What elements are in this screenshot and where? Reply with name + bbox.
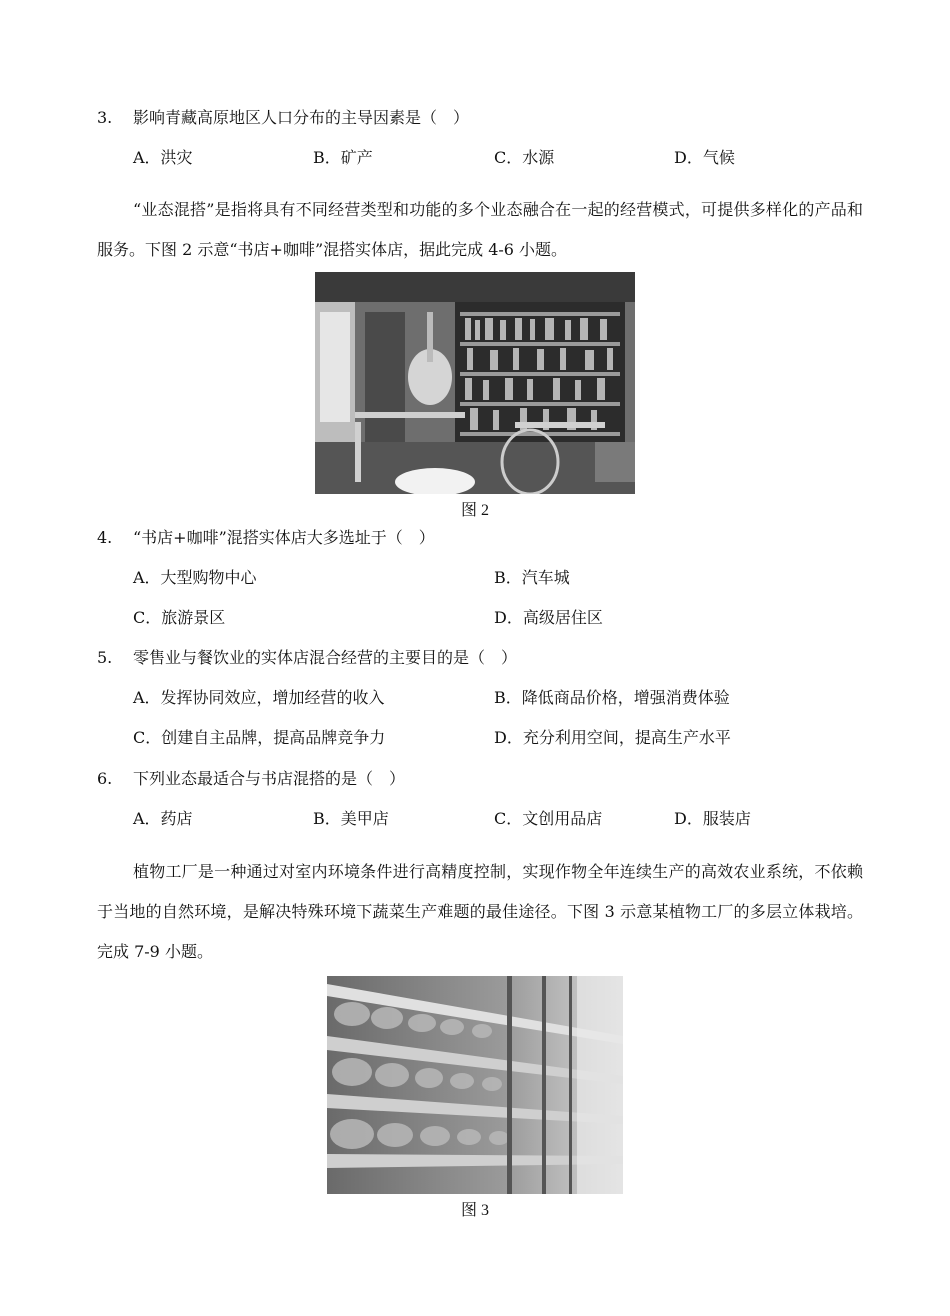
question-6-option-d: D．服装店 (674, 809, 751, 828)
figure-3-caption: 图 3 (460, 1202, 489, 1219)
question-5-number: 5. (97, 648, 113, 667)
figure-3-plant-factory-photo (327, 976, 623, 1194)
question-6-option-c: C．文创用品店 (494, 809, 603, 828)
question-4-option-b: B．汽车城 (494, 568, 570, 587)
question-4-option-c: C．旅游景区 (133, 608, 226, 627)
question-6-text: 下列业态最适合与书店混搭的是（ ） (133, 769, 406, 788)
question-4-text: “书店+咖啡”混搭实体店大多选址于（ ） (133, 528, 435, 547)
question-4-number: 4. (97, 528, 113, 547)
question-3-option-a: A．洪灾 (133, 148, 193, 167)
question-4-option-a: A．大型购物中心 (133, 568, 257, 587)
question-4-option-d: D．高级居住区 (494, 608, 603, 627)
question-3-option-c: C．水源 (494, 148, 555, 167)
question-3-option-b: B．矿产 (313, 148, 373, 167)
question-6-option-a: A．药店 (133, 809, 193, 828)
question-5-text: 零售业与餐饮业的实体店混合经营的主要目的是（ ） (133, 648, 518, 667)
passage-bookstore-cafe: “业态混搭”是指将具有不同经营类型和功能的多个业态融合在一起的经营模式，可提供多样化的产品和服务。下图 2 示意“书店+咖啡”混搭实体店，据此完成 4-6 小题。 (97, 200, 863, 259)
question-6-number: 6. (97, 769, 113, 788)
question-5-option-c: C．创建自主品牌，提高品牌竞争力 (133, 728, 386, 747)
question-3-text: 影响青藏高原地区人口分布的主导因素是（ ） (133, 108, 470, 127)
passage-plant-factory: 植物工厂是一种通过对室内环境条件进行高精度控制，实现作物全年连续生产的高效农业系统，不依赖于当地的自然环境，是解决特殊环境下蔬菜生产难题的最佳途径。下图 3 示意某植物工厂的多层立体栽培。完成 7-9 小题。 (97, 862, 863, 961)
question-5-option-d: D．充分利用空间，提高生产水平 (494, 728, 731, 747)
question-6-option-b: B．美甲店 (313, 809, 389, 828)
figure-2-bookstore-cafe-photo (315, 272, 635, 494)
figure-2-caption: 图 2 (460, 502, 489, 519)
question-5-option-b: B．降低商品价格，增强消费体验 (494, 688, 730, 707)
question-3-option-d: D．气候 (674, 148, 735, 167)
question-5-option-a: A．发挥协同效应，增加经营的收入 (133, 688, 385, 707)
question-3-number: 3. (97, 108, 113, 127)
